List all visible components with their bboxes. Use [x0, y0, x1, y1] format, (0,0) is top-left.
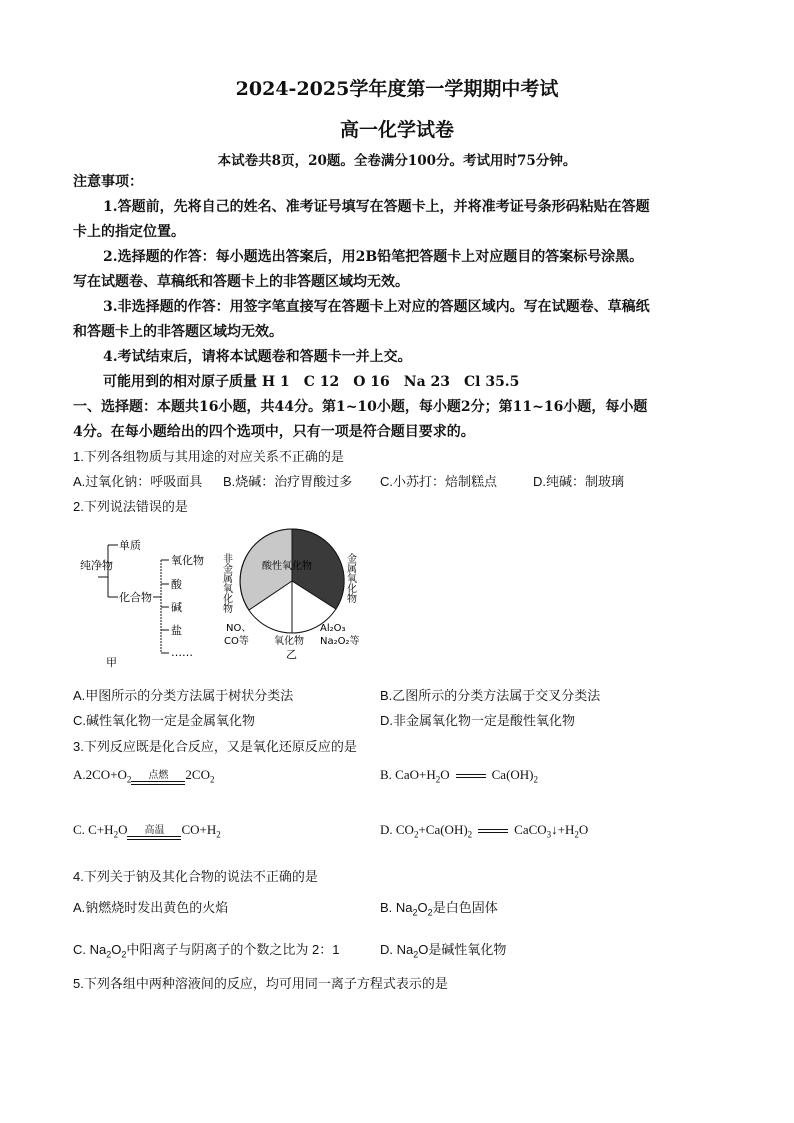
exam-meta: 本试卷共8页，20题。全卷满分100分。考试用时75分钟。	[217, 153, 577, 169]
exam-title: 2024-2025学年度第一学期期中考试	[235, 78, 559, 100]
q4-option-a: A.钠燃烧时发出黄色的火焰	[73, 900, 229, 915]
q4-option-b: B. $Na_2O_2$是白色固体	[380, 900, 498, 918]
q2-option-b: B.乙图所示的分类方法属于交叉分类法	[380, 688, 601, 703]
jia-oxide-label: 氧化物	[171, 554, 204, 567]
section1-line1: 一、选择题：本题共16小题，共44分。第1~10小题，每小题2分；第11~16小题，每小题	[73, 399, 648, 415]
atomic-masses: 可能用到的相对原子质量 H 1 C 12 O 16 Na 23 Cl 35.5	[103, 374, 520, 390]
jia-base-label: 碱	[171, 601, 182, 614]
classification-svg	[76, 525, 382, 671]
q2-option-a: A.甲图所示的分类方法属于树状分类法	[73, 688, 294, 703]
q4-option-b-post: 是白色固体	[432, 900, 498, 915]
jia-salt-label: 盐	[171, 624, 182, 637]
ignite-arrow	[131, 771, 185, 790]
jia-acid-label: 酸	[171, 578, 182, 591]
q4-option-c-pre: C.	[73, 942, 86, 957]
q4-stem: 4.下列关于钠及其化合物的说法不正确的是	[73, 869, 318, 884]
yi-na-label: Na₂O₂等	[320, 636, 360, 647]
q3-stem: 3.下列反应既是化合反应，又是氧化还原反应的是	[73, 739, 357, 754]
note-4: 4.考试结束后，请将本试题卷和答题卡一并上交。	[103, 349, 412, 365]
q4-option-c: C. $Na_2O_2$中阳离子与阴离子的个数之比为 2：1	[73, 942, 340, 960]
heat-condition: 高温	[144, 824, 165, 836]
note-3a: 3.非选择题的作答：用签字笔直接写在答题卡上对应的答题区域内。写在试题卷、草稿纸	[103, 299, 650, 315]
yi-al-label: Al₂O₃	[320, 623, 346, 634]
jia-figure-label: 甲	[106, 656, 117, 669]
yi-acidic-oxide-label: 酸性氧化物	[262, 561, 312, 572]
notes-heading: 注意事项：	[73, 174, 143, 190]
note-2b: 写在试题卷、草稿纸和答题卡上的非答题区域均无效。	[73, 274, 409, 290]
yi-co-label: CO等	[224, 636, 249, 647]
q3-option-c: C. $C+H_2O$ 高温 $CO+H_2$	[73, 820, 221, 845]
note-1b: 卡上的指定位置。	[73, 224, 185, 240]
q2-stem: 2.下列说法错误的是	[73, 499, 188, 514]
note-3b: 和答题卡上的非答题区域均无效。	[73, 324, 283, 340]
q3-option-b-label: B.	[380, 767, 392, 782]
ignite-condition: 点燃	[148, 769, 169, 781]
yi-no-label: NO、	[226, 623, 252, 634]
q4-option-d: D. $Na_2O$是碱性氧化物	[380, 942, 507, 960]
note-1a: 1.答题前，先将自己的姓名、准考证号填写在答题卡上，并将准考证号条形码粘贴在答题	[103, 199, 650, 215]
q4-option-d-post: 是碱性氧化物	[428, 942, 507, 957]
q4-option-b-pre: B.	[380, 900, 393, 915]
yi-oxide-label: 氧化物	[274, 636, 304, 647]
note-2a: 2.选择题的作答：每小题选出答案后，用2B铅笔把答题卡上对应题目的答案标号涂黑。	[103, 249, 644, 265]
heat-arrow	[127, 826, 181, 845]
jia-more-label: ……	[171, 646, 193, 659]
q1-option-a: A.过氧化钠：呼吸面具	[73, 474, 203, 489]
q5-stem: 5.下列各组中两种溶液间的反应，均可用同一离子方程式表示的是	[73, 976, 448, 991]
yi-left-label: 非金属氧化物	[220, 553, 232, 613]
q3-option-a: $A.2CO+O_2$ 点燃 $2CO_2$	[73, 765, 214, 790]
classification-figure	[76, 525, 382, 671]
section1-line2: 4分。在每小题给出的四个选项中，只有一项是符合题目要求的。	[73, 424, 475, 440]
q1-option-d: D.纯碱：制玻璃	[533, 474, 625, 489]
q3-option-a-label: A.	[73, 767, 86, 782]
exam-subtitle: 高一化学试卷	[339, 119, 454, 141]
q3-option-b: B. $CaO+H_2O$ $Ca(OH)_2$	[380, 767, 539, 785]
q3-option-d-label: D.	[380, 822, 393, 837]
q4-option-d-pre: D.	[380, 942, 393, 957]
q1-stem: 1.下列各组物质与其用途的对应关系不正确的是	[73, 449, 344, 464]
q2-option-c: C.碱性氧化物一定是金属氧化物	[73, 713, 256, 728]
jia-simple-label: 单质	[119, 539, 141, 552]
q1-option-c: C.小苏打：焙制糕点	[380, 474, 498, 489]
q2-option-d: D.非金属氧化物一定是酸性氧化物	[380, 713, 576, 728]
jia-root-label: 纯净物	[80, 559, 113, 572]
jia-compound-label: 化合物	[119, 591, 152, 604]
yi-right-label: 金属氧化物	[344, 553, 356, 603]
q3-option-d: D. $CO_2+Ca(OH)_2$ $CaCO_3↓+H_2O$	[380, 822, 589, 840]
pie-diagram-yi	[221, 529, 360, 661]
yi-figure-label: 乙	[286, 648, 297, 661]
q3-option-c-label: C.	[73, 822, 85, 837]
q1-option-b: B.烧碱：治疗胃酸过多	[223, 474, 353, 489]
q4-option-c-post: 中阳离子与阴离子的个数之比为 2：1	[126, 942, 340, 957]
tree-diagram-jia	[80, 538, 204, 669]
